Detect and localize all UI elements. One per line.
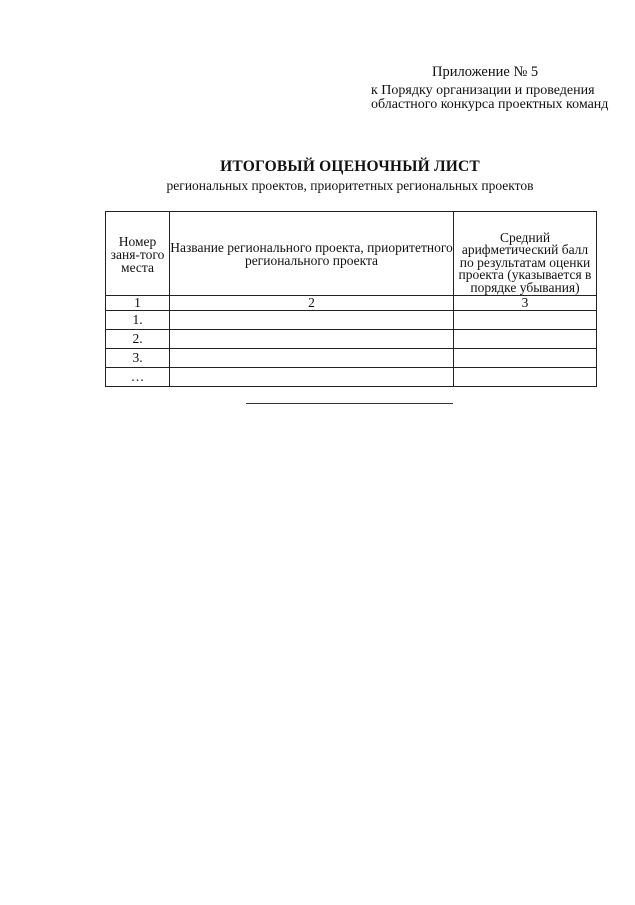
table-row [106, 368, 597, 387]
header-project-name: Название регионального проекта, приоритетного регионального проекта [170, 212, 454, 296]
table-row [106, 311, 597, 330]
place-cell: 1. [106, 311, 170, 330]
table-header-row [106, 212, 597, 296]
score-table [105, 211, 597, 387]
place-cell: 3. [106, 349, 170, 368]
score-cell [454, 330, 597, 349]
appendix-title: Приложение № 5 [432, 64, 539, 80]
header-place-number: Номер заня-того места [106, 212, 170, 296]
project-name-cell [170, 330, 454, 349]
document-title: ИТОГОВЫЙ ОЦЕНОЧНЫЙ ЛИСТ [220, 158, 480, 175]
header-average-score: Средний арифметический балл по результатам оценки проекта (указывается в порядке убывания) [454, 212, 597, 296]
place-cell: 2. [106, 330, 170, 349]
column-number: 2 [170, 296, 454, 311]
column-number: 3 [454, 296, 597, 311]
score-cell [454, 368, 597, 387]
project-name-cell [170, 368, 454, 387]
document-subtitle: региональных проектов, приоритетных региональных проектов [166, 178, 534, 193]
separator-line [246, 403, 453, 404]
column-number-row [106, 296, 597, 311]
project-name-cell [170, 349, 454, 368]
table-row [106, 330, 597, 349]
score-cell [454, 311, 597, 330]
table-row [106, 349, 597, 368]
appendix-subtitle: к Порядку организации и проведения областного конкурса проектных команд [371, 83, 609, 112]
score-cell [454, 349, 597, 368]
project-name-cell [170, 311, 454, 330]
column-number: 1 [106, 296, 170, 311]
place-cell: … [106, 368, 170, 387]
